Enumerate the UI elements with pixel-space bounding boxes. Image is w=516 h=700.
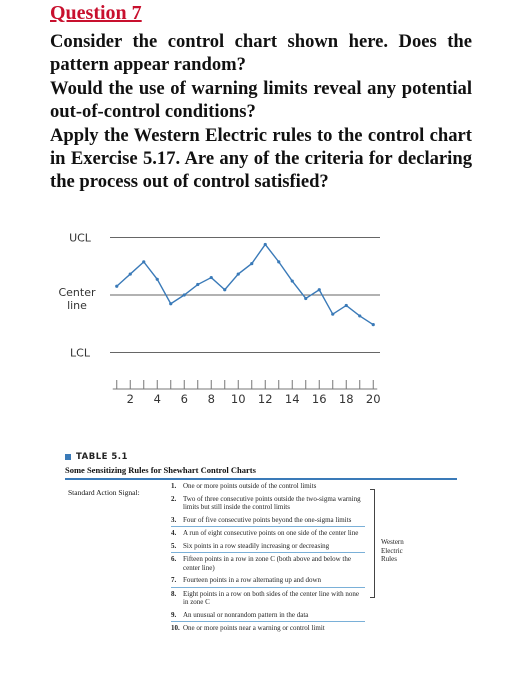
rule-number: 1.	[171, 482, 177, 490]
bullet-square-icon	[65, 454, 71, 460]
rule-item	[171, 540, 365, 554]
data-series-line	[117, 244, 374, 324]
rule-item	[171, 553, 365, 574]
question-paragraph-2: Would the use of warning limits reveal any potential out-of-control conditions?	[50, 78, 472, 122]
rule-item	[171, 527, 365, 540]
rule-item	[171, 622, 365, 635]
data-point	[196, 283, 199, 286]
rule-text: Fourteen points in a row alternating up and down	[183, 576, 322, 584]
x-tick-label: 6	[180, 392, 188, 406]
x-tick-label: 2	[126, 392, 134, 406]
bracket-label-line: Western	[381, 538, 404, 546]
data-point	[129, 272, 132, 275]
x-tick-label: 12	[257, 392, 273, 406]
rule-item	[171, 609, 365, 623]
data-point	[237, 272, 240, 275]
data-point	[183, 293, 186, 296]
rule-item	[171, 574, 365, 588]
rule-text: Eight points in a row on both sides of the center line with none in zone C	[183, 589, 359, 606]
bracket-label-line: Rules	[381, 555, 397, 563]
rule-number: 3.	[171, 515, 177, 524]
rule-number: 6.	[171, 555, 177, 563]
table-header-cell: Standard Action Signal:	[68, 488, 140, 497]
data-point	[210, 276, 213, 279]
rule-number: 10.	[171, 624, 180, 632]
x-tick-label: 14	[284, 392, 300, 406]
question-paragraph-1: Consider the control chart shown here. Does the pattern appear random?	[50, 31, 472, 75]
data-point	[156, 278, 159, 281]
question-title: Question 7	[50, 2, 142, 24]
rule-text: One or more points outside of the control limits	[183, 482, 317, 490]
rule-text: Fifteen points in a row in zone C (both above and below the center line)	[183, 555, 351, 572]
rule-item	[171, 493, 365, 514]
bracket-label-line: Electric	[381, 546, 403, 555]
data-point	[372, 323, 375, 326]
rule-text: One or more points near a warning or control limit	[183, 624, 325, 632]
rule-text: Four of five consecutive points beyond the one-sigma limits	[183, 515, 352, 524]
rule-item	[171, 588, 365, 609]
rule-number: 7.	[171, 576, 177, 584]
data-point	[264, 243, 267, 246]
rule-number: 9.	[171, 610, 177, 619]
rule-number: 2.	[171, 494, 177, 503]
rules-table	[65, 478, 457, 660]
rule-number: 4.	[171, 529, 177, 537]
data-point	[277, 260, 280, 263]
x-tick-label: 20	[365, 392, 381, 406]
data-point	[115, 285, 118, 288]
data-point	[142, 260, 145, 263]
table-subtitle: Some Sensitizing Rules for Shewhart Control Charts	[65, 465, 256, 475]
data-point	[345, 304, 348, 307]
bracket-label	[381, 538, 421, 564]
data-point	[291, 279, 294, 282]
data-point	[169, 302, 172, 305]
data-point	[331, 313, 334, 316]
table-caption-text: TABLE 5.1	[76, 452, 128, 462]
lcl-label: LCL	[70, 346, 90, 360]
rule-item	[171, 480, 365, 493]
western-electric-bracket	[370, 489, 375, 598]
data-point	[358, 314, 361, 317]
rule-number: 5.	[171, 541, 177, 550]
rules-table-section	[65, 452, 457, 660]
data-point	[304, 297, 307, 300]
rule-item	[171, 514, 365, 528]
rules-list	[171, 480, 365, 635]
data-point	[318, 288, 321, 291]
center-line-label: Center	[58, 286, 96, 299]
data-point	[223, 288, 226, 291]
rule-text: Six points in a row steadily increasing or decreasing	[183, 541, 330, 550]
rule-number: 8.	[171, 589, 177, 598]
x-tick-label: 18	[338, 392, 354, 406]
x-tick-label: 8	[207, 392, 215, 406]
center-line-label: line	[67, 299, 87, 312]
x-tick-label: 16	[311, 392, 327, 406]
control-chart	[40, 210, 420, 410]
rule-text: Two of three consecutive points outside the two-sigma warning limits but still inside the control limits	[183, 494, 361, 511]
data-point	[250, 262, 253, 265]
rule-text: A run of eight consecutive points on one side of the center line	[183, 529, 359, 537]
question-paragraph-3: Apply the Western Electric rules to the control chart in Exercise 5.17. Are any of the criteria for declaring the process out of control satisfied?	[50, 125, 472, 192]
table-caption	[65, 452, 457, 462]
ucl-label: UCL	[69, 231, 91, 245]
rule-text: An unusual or nonrandom pattern in the data	[183, 610, 309, 619]
x-tick-label: 4	[153, 392, 161, 406]
x-tick-label: 10	[230, 392, 246, 406]
